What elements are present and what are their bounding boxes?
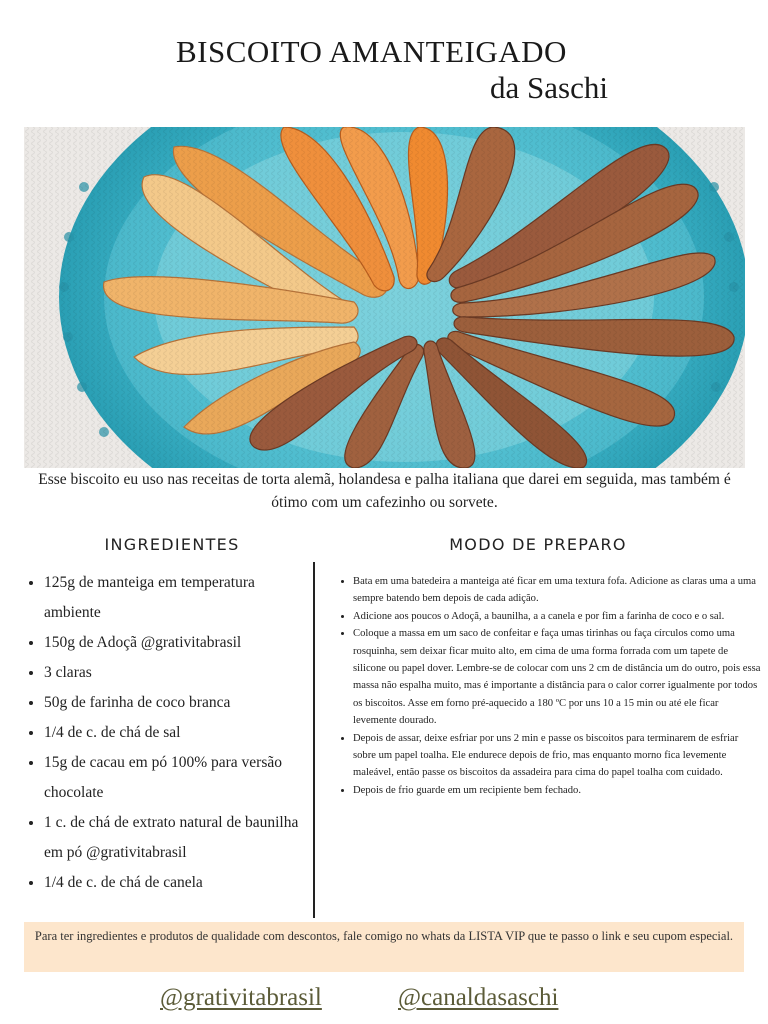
preparation-step: • Coloque a massa em um saco de confeitar e faça umas tirinhas ou faça círculos como uma rosquinha, sem deixar ficar muito alto, em cima de uma forma forrada com um tapete de silicone ou papel dover. Lembre-se de colocar com uns 2 cm de distância um do outro, pois essa massa não espalha muito, mas é importante a distância para o calor correr igualmente por todos os biscoitos. Asse em forno pré-aquecido a 180 ºC por uns 10 a 15 min ou até ele ficar levemente dourado. xyxy=(353,625,763,729)
ingredients-list xyxy=(26,568,314,898)
canaldasaschi-link[interactable]: @canaldasaschi xyxy=(398,984,559,1011)
ingredients-heading: INGREDIENTES xyxy=(104,535,240,554)
ingredient-item: • 1 c. de chá de extrato natural de baunilha em pó @grativitabrasil xyxy=(44,808,314,868)
preparation-step: • Adicione aos poucos o Adoçã, a baunilha, a a canela e por fim a farinha de coco e o sal. xyxy=(353,608,763,625)
preparation-steps xyxy=(336,573,763,799)
ingredient-item: • 1/4 de c. de chá de canela xyxy=(44,868,314,898)
recipe-subtitle: da Saschi xyxy=(490,70,608,105)
ingredient-item: • 150g de Adoçã @grativitabrasil xyxy=(44,628,314,658)
intro-text: Esse biscoito eu uso nas receitas de torta alemã, holandesa e palha italiana que darei em seguida, mas também é ótimo com um cafezinho ou sorvete. xyxy=(38,471,731,511)
ingredient-item: • 50g de farinha de coco branca xyxy=(44,688,314,718)
ingredient-item: • 1/4 de c. de chá de sal xyxy=(44,718,314,748)
preparation-step: • Depois de frio guarde em um recipiente bem fechado. xyxy=(353,782,763,799)
recipe-title: BISCOITO AMANTEIGADO xyxy=(176,34,567,69)
preparation-step: • Depois de assar, deixe esfriar por uns 2 min e passe os biscoitos para terminarem de esfriar sobre um papel toalha. Ele endurece depois de frio, mas enquanto morno fica levemente maleável, então passe os biscoitos da assadeira para cima do papel toalha com cuidado. xyxy=(353,730,763,782)
ingredient-item: • 125g de manteiga em temperatura ambiente xyxy=(44,568,314,628)
preparation-heading: MODO DE PREPARO xyxy=(449,535,627,554)
preparation-step: • Bata em uma batedeira a manteiga até ficar em uma textura fofa. Adicione as claras uma a uma sempre batendo bem depois de cada adição. xyxy=(353,573,763,608)
ingredient-item: • 15g de cacau em pó 100% para versão chocolate xyxy=(44,748,314,808)
grativitabrasil-link[interactable]: @grativitabrasil xyxy=(160,984,322,1011)
cookies-photo xyxy=(24,127,745,468)
vip-list-note: Para ter ingredientes e produtos de qualidade com descontos, fale comigo no whats da LISTA VIP que te passo o link e seu cupom especial. xyxy=(24,922,744,972)
ingredient-item: • 3 claras xyxy=(44,658,314,688)
